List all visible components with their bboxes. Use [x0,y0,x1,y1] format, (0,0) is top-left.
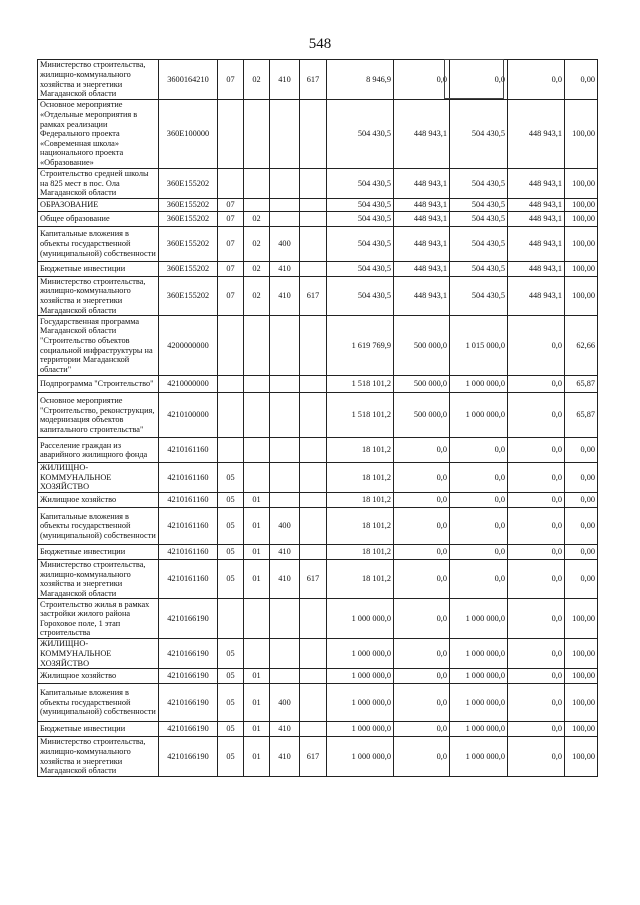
cell-target-code: 4210161160 [159,544,218,559]
cell-section: 07 [218,60,244,100]
cell-expense-type [270,492,300,507]
cell-plan: 504 430,5 [327,276,394,315]
cell-amount-3: 504 430,5 [450,276,508,315]
cell-subsection: 01 [244,684,270,722]
cell-expense-type: 410 [270,559,300,598]
table-row [38,722,598,737]
cell-admin-code [300,507,327,544]
cell-amount-2: 448 943,1 [394,226,450,261]
cell-percent: 0,00 [565,559,598,598]
cell-percent: 100,00 [565,198,598,211]
cell-expense-type: 410 [270,544,300,559]
cell-admin-code [300,376,327,393]
cell-amount-4: 0,0 [508,737,565,777]
cell-section [218,393,244,438]
cell-amount-3: 0,0 [450,559,508,598]
cell-plan: 1 000 000,0 [327,722,394,737]
table-row [38,559,598,598]
cell-expense-type [270,316,300,376]
cell-amount-3: 0,0 [450,60,508,100]
cell-plan: 18 101,2 [327,544,394,559]
cell-amount-2: 0,0 [394,559,450,598]
cell-admin-code [300,463,327,493]
cell-expense-type: 410 [270,261,300,276]
cell-amount-3: 504 430,5 [450,169,508,199]
cell-name: Капитальные вложения в объекты государственной (муниципальной) собственности [38,507,159,544]
table-row [38,492,598,507]
cell-amount-3: 1 000 000,0 [450,393,508,438]
cell-target-code: 4210161160 [159,559,218,598]
cell-name: Основное мероприятие «Отдельные мероприятия в рамках реализации Федерального проекта «Современная школа» национального проекта «Образование» [38,100,159,169]
cell-expense-type: 400 [270,684,300,722]
cell-amount-2: 0,0 [394,599,450,639]
cell-expense-type: 410 [270,276,300,315]
cell-percent: 62,66 [565,316,598,376]
table-row [38,438,598,463]
cell-amount-4: 0,0 [508,639,565,669]
table-row [38,463,598,493]
cell-section: 05 [218,684,244,722]
cell-name: Государственная программа Магаданской области "Строительство объектов социальной инфраструктуры на территории Магаданской области" [38,316,159,376]
table-row [38,198,598,211]
cell-subsection: 01 [244,492,270,507]
cell-name: ЖИЛИЩНО-КОММУНАЛЬНОЕ ХОЗЯЙСТВО [38,463,159,493]
table-row [38,60,598,100]
cell-admin-code [300,211,327,226]
cell-admin-code: 617 [300,276,327,315]
cell-name: Жилищное хозяйство [38,492,159,507]
cell-name: Строительство жилья в рамках застройки жилого района Гороховое поле, 1 этап строительства [38,599,159,639]
cell-amount-3: 0,0 [450,438,508,463]
cell-amount-3: 504 430,5 [450,198,508,211]
cell-amount-4: 0,0 [508,669,565,684]
budget-table [37,59,598,777]
cell-plan: 8 946,9 [327,60,394,100]
cell-admin-code: 617 [300,559,327,598]
cell-section: 07 [218,276,244,315]
cell-admin-code [300,492,327,507]
cell-subsection [244,316,270,376]
cell-percent: 0,00 [565,544,598,559]
cell-expense-type: 410 [270,737,300,777]
cell-amount-3: 1 000 000,0 [450,669,508,684]
cell-target-code: 360E155202 [159,198,218,211]
table-row [38,544,598,559]
cell-amount-3: 1 015 000,0 [450,316,508,376]
cell-target-code: 3600164210 [159,60,218,100]
cell-percent: 100,00 [565,276,598,315]
cell-plan: 1 518 101,2 [327,376,394,393]
cell-admin-code [300,684,327,722]
cell-admin-code [300,544,327,559]
cell-name: Бюджетные инвестиции [38,261,159,276]
cell-amount-4: 0,0 [508,684,565,722]
cell-name: Капитальные вложения в объекты государственной (муниципальной) собственности [38,684,159,722]
cell-amount-3: 0,0 [450,492,508,507]
cell-amount-2: 0,0 [394,492,450,507]
cell-percent: 100,00 [565,669,598,684]
cell-amount-3: 1 000 000,0 [450,684,508,722]
cell-amount-4: 448 943,1 [508,169,565,199]
cell-admin-code [300,669,327,684]
cell-plan: 504 430,5 [327,198,394,211]
cell-plan: 18 101,2 [327,559,394,598]
cell-target-code: 4200000000 [159,316,218,376]
cell-subsection [244,463,270,493]
cell-expense-type: 410 [270,60,300,100]
cell-admin-code [300,261,327,276]
cell-name: Капитальные вложения в объекты государственной (муниципальной) собственности [38,226,159,261]
cell-name: Общее образование [38,211,159,226]
cell-section [218,599,244,639]
cell-amount-3: 0,0 [450,544,508,559]
cell-subsection: 01 [244,737,270,777]
cell-target-code: 4210166190 [159,599,218,639]
cell-subsection: 01 [244,507,270,544]
cell-percent: 100,00 [565,599,598,639]
cell-subsection: 01 [244,669,270,684]
cell-name: Министерство строительства, жилищно-коммунального хозяйства и энергетики Магаданской области [38,60,159,100]
cell-amount-4: 0,0 [508,492,565,507]
cell-amount-4: 448 943,1 [508,211,565,226]
cell-expense-type [270,463,300,493]
cell-target-code: 4210100000 [159,393,218,438]
cell-amount-2: 0,0 [394,737,450,777]
cell-plan: 1 619 769,9 [327,316,394,376]
cell-target-code: 4210166190 [159,684,218,722]
cell-name: Подпрограмма "Строительство" [38,376,159,393]
cell-amount-2: 0,0 [394,684,450,722]
cell-percent: 100,00 [565,737,598,777]
cell-amount-3: 0,0 [450,463,508,493]
cell-amount-3: 1 000 000,0 [450,376,508,393]
cell-plan: 1 000 000,0 [327,669,394,684]
cell-amount-2: 0,0 [394,60,450,100]
cell-plan: 1 000 000,0 [327,599,394,639]
cell-section: 05 [218,737,244,777]
cell-section: 07 [218,226,244,261]
cell-target-code: 4210161160 [159,507,218,544]
cell-subsection [244,198,270,211]
cell-amount-4: 0,0 [508,599,565,639]
cell-admin-code [300,169,327,199]
table-row [38,669,598,684]
cell-amount-2: 448 943,1 [394,100,450,169]
cell-target-code: 360E155202 [159,261,218,276]
cell-amount-4: 0,0 [508,463,565,493]
cell-section [218,100,244,169]
cell-target-code: 4210166190 [159,737,218,777]
cell-expense-type [270,198,300,211]
cell-amount-3: 504 430,5 [450,100,508,169]
cell-amount-4: 448 943,1 [508,100,565,169]
cell-name: Министерство строительства, жилищно-коммунального хозяйства и энергетики Магаданской области [38,737,159,777]
cell-target-code: 4210166190 [159,669,218,684]
cell-name: Основное мероприятие "Строительство, реконструкция, модернизация объектов капитального строительства" [38,393,159,438]
table-row [38,639,598,669]
cell-amount-2: 500 000,0 [394,376,450,393]
cell-subsection [244,393,270,438]
cell-percent: 65,87 [565,393,598,438]
cell-subsection [244,100,270,169]
cell-expense-type: 400 [270,507,300,544]
table-row [38,100,598,169]
cell-section: 05 [218,507,244,544]
cell-amount-2: 0,0 [394,639,450,669]
cell-name: ЖИЛИЩНО-КОММУНАЛЬНОЕ ХОЗЯЙСТВО [38,639,159,669]
cell-name: ОБРАЗОВАНИЕ [38,198,159,211]
cell-section: 07 [218,211,244,226]
cell-admin-code [300,198,327,211]
cell-target-code: 360E155202 [159,226,218,261]
cell-amount-2: 0,0 [394,507,450,544]
cell-amount-2: 448 943,1 [394,169,450,199]
cell-subsection [244,639,270,669]
cell-admin-code: 617 [300,737,327,777]
cell-target-code: 360E100000 [159,100,218,169]
cell-admin-code [300,393,327,438]
cell-amount-4: 0,0 [508,316,565,376]
cell-subsection: 01 [244,544,270,559]
cell-section [218,316,244,376]
table-row [38,226,598,261]
cell-section [218,376,244,393]
cell-plan: 504 430,5 [327,261,394,276]
cell-amount-3: 1 000 000,0 [450,639,508,669]
cell-amount-4: 448 943,1 [508,276,565,315]
cell-plan: 1 000 000,0 [327,639,394,669]
cell-amount-2: 0,0 [394,722,450,737]
cell-expense-type [270,639,300,669]
cell-percent: 65,87 [565,376,598,393]
cell-admin-code [300,438,327,463]
cell-plan: 1 518 101,2 [327,393,394,438]
cell-amount-4: 0,0 [508,376,565,393]
table-row [38,684,598,722]
cell-expense-type: 410 [270,722,300,737]
cell-amount-4: 0,0 [508,393,565,438]
cell-target-code: 4210000000 [159,376,218,393]
cell-percent: 0,00 [565,492,598,507]
cell-expense-type [270,211,300,226]
cell-expense-type [270,393,300,438]
cell-name: Бюджетные инвестиции [38,722,159,737]
cell-target-code: 360E155202 [159,211,218,226]
cell-plan: 504 430,5 [327,226,394,261]
cell-percent: 100,00 [565,639,598,669]
cell-section: 05 [218,669,244,684]
cell-expense-type [270,376,300,393]
cell-expense-type [270,669,300,684]
cell-amount-3: 0,0 [450,507,508,544]
cell-amount-3: 1 000 000,0 [450,599,508,639]
cell-subsection: 02 [244,226,270,261]
cell-subsection: 01 [244,559,270,598]
cell-percent: 0,00 [565,507,598,544]
cell-admin-code: 617 [300,60,327,100]
cell-admin-code [300,639,327,669]
cell-plan: 1 000 000,0 [327,684,394,722]
cell-admin-code [300,722,327,737]
cell-amount-4: 0,0 [508,722,565,737]
cell-admin-code [300,100,327,169]
cell-subsection [244,376,270,393]
cell-target-code: 360E155202 [159,276,218,315]
cell-amount-4: 0,0 [508,507,565,544]
cell-subsection [244,599,270,639]
cell-target-code: 4210161160 [159,438,218,463]
cell-amount-2: 0,0 [394,544,450,559]
cell-section: 05 [218,492,244,507]
cell-section: 05 [218,463,244,493]
cell-amount-2: 0,0 [394,669,450,684]
table-row [38,261,598,276]
table-row [38,737,598,777]
cell-amount-3: 504 430,5 [450,211,508,226]
cell-section: 05 [218,544,244,559]
cell-amount-2: 448 943,1 [394,276,450,315]
cell-amount-2: 448 943,1 [394,198,450,211]
page-number: 548 [308,36,332,52]
cell-section: 05 [218,722,244,737]
cell-name: Строительство средней школы на 825 мест в пос. Ола Магаданской области [38,169,159,199]
cell-amount-4: 0,0 [508,544,565,559]
cell-plan: 18 101,2 [327,492,394,507]
table-row [38,276,598,315]
cell-admin-code [300,599,327,639]
cell-amount-3: 1 000 000,0 [450,737,508,777]
cell-admin-code [300,226,327,261]
cell-target-code: 4210161160 [159,463,218,493]
cell-plan: 1 000 000,0 [327,737,394,777]
cell-expense-type [270,438,300,463]
cell-amount-4: 0,0 [508,559,565,598]
cell-subsection: 02 [244,211,270,226]
cell-amount-2: 500 000,0 [394,393,450,438]
cell-percent: 100,00 [565,261,598,276]
table-row [38,376,598,393]
cell-plan: 504 430,5 [327,211,394,226]
cell-amount-2: 0,0 [394,463,450,493]
cell-amount-3: 504 430,5 [450,261,508,276]
cell-percent: 100,00 [565,722,598,737]
cell-admin-code [300,316,327,376]
table-row [38,316,598,376]
cell-amount-4: 0,0 [508,438,565,463]
cell-percent: 100,00 [565,226,598,261]
cell-subsection [244,438,270,463]
cell-percent: 100,00 [565,684,598,722]
cell-percent: 100,00 [565,100,598,169]
cell-percent: 0,00 [565,438,598,463]
cell-subsection: 02 [244,60,270,100]
table-row [38,211,598,226]
cell-target-code: 4210166190 [159,722,218,737]
cell-amount-3: 504 430,5 [450,226,508,261]
cell-expense-type: 400 [270,226,300,261]
cell-amount-4: 0,0 [508,60,565,100]
cell-plan: 504 430,5 [327,169,394,199]
table-row [38,393,598,438]
cell-plan: 18 101,2 [327,507,394,544]
cell-name: Жилищное хозяйство [38,669,159,684]
cell-target-code: 4210166190 [159,639,218,669]
cell-expense-type [270,169,300,199]
cell-plan: 504 430,5 [327,100,394,169]
table-row [38,599,598,639]
cell-amount-2: 448 943,1 [394,211,450,226]
table-row [38,169,598,199]
cell-amount-2: 500 000,0 [394,316,450,376]
cell-target-code: 360E155202 [159,169,218,199]
cell-section [218,169,244,199]
table-body [38,60,598,777]
cell-subsection: 01 [244,722,270,737]
cell-percent: 100,00 [565,169,598,199]
cell-subsection [244,169,270,199]
cell-plan: 18 101,2 [327,438,394,463]
cell-section: 05 [218,559,244,598]
cell-section: 07 [218,261,244,276]
cell-amount-4: 448 943,1 [508,261,565,276]
cell-name: Расселение граждан из аварийного жилищного фонда [38,438,159,463]
cell-percent: 0,00 [565,60,598,100]
cell-amount-4: 448 943,1 [508,226,565,261]
cell-percent: 0,00 [565,463,598,493]
table-row [38,507,598,544]
cell-name: Министерство строительства, жилищно-коммунального хозяйства и энергетики Магаданской области [38,559,159,598]
cell-amount-3: 1 000 000,0 [450,722,508,737]
cell-name: Министерство строительства, жилищно-коммунального хозяйства и энергетики Магаданской области [38,276,159,315]
cell-subsection: 02 [244,276,270,315]
cell-amount-2: 448 943,1 [394,261,450,276]
cell-subsection: 02 [244,261,270,276]
cell-section: 07 [218,198,244,211]
cell-expense-type [270,599,300,639]
cell-target-code: 4210161160 [159,492,218,507]
cell-amount-2: 0,0 [394,438,450,463]
cell-expense-type [270,100,300,169]
cell-plan: 18 101,2 [327,463,394,493]
cell-section: 05 [218,639,244,669]
cell-amount-4: 448 943,1 [508,198,565,211]
cell-section [218,438,244,463]
cell-percent: 100,00 [565,211,598,226]
cell-name: Бюджетные инвестиции [38,544,159,559]
